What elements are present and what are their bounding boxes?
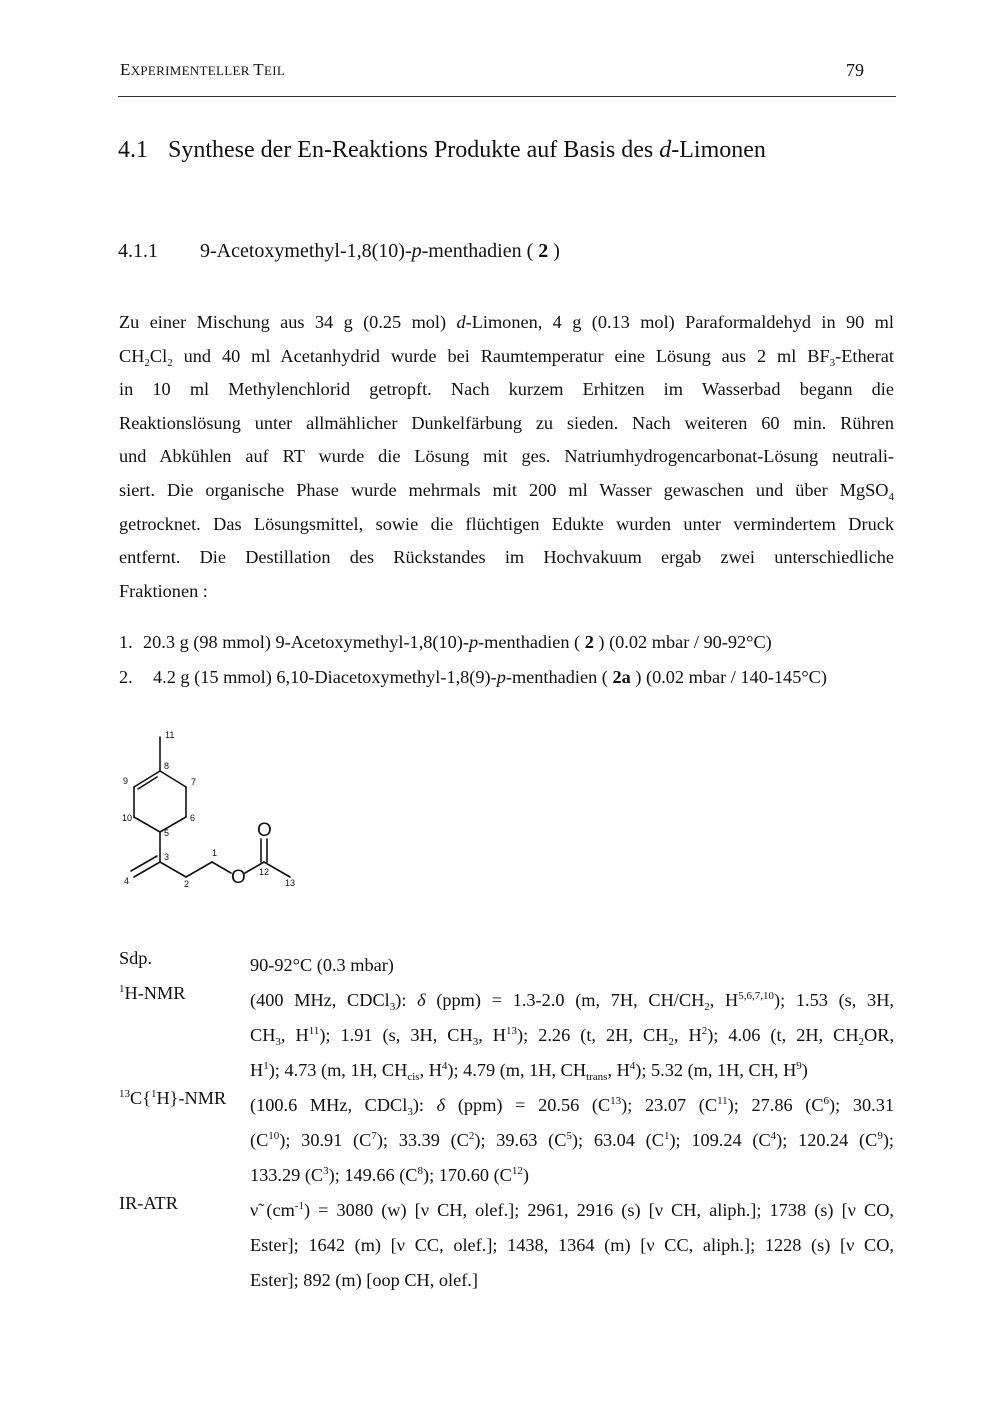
bp-value: 90-92°C (0.3 mbar): [250, 955, 394, 975]
paragraph-line: getrocknet. Das Lösungsmittel, sowie die flüchtigen Edukte wurden unter vermindertem Druck: [119, 513, 894, 534]
section-title: 4.1 Synthese der En-Reaktions Produkte auf Basis des d-Limonen: [118, 137, 766, 163]
analytical-data: [119, 948, 894, 1298]
atom-number: 13: [285, 878, 296, 888]
procedure-paragraph: [119, 306, 894, 608]
bond: [160, 862, 186, 877]
fraction-item: 2. 4.2 g (15 mmol) 6,10-Diacetoxymethyl-1,8(9)-p-menthadien ( 2a ) (0.02 mbar / 140-145°C): [119, 667, 827, 687]
section-number: 4.1: [118, 137, 148, 163]
c-nmr-row: [119, 1088, 894, 1193]
h-nmr-row: [119, 983, 894, 1088]
bond: [160, 771, 186, 787]
paragraph-line: $CH_2Cl_2$ und 40 ml Acetanhydrid wurde bei Raumtemperatur eine Lösung aus 2 ml $BF_3$-Etherat: [119, 345, 894, 369]
paragraph-line: in 10 ml Methylenchlorid getropft. Nach kurzem Erhitzen im Wasserbad begann die: [119, 379, 894, 400]
ir-line: ν̃ $(cm^{-1}) = 3080$ (w) [ν CH, olef.]; 2961, 2916 (s) [ν CH, aliph.]; 1738 (s) [ν CO,: [250, 1200, 894, 1220]
atom-number: 3: [164, 852, 170, 862]
ir-line: Ester]; 892 (m) [oop CH, olef.]: [250, 1270, 478, 1290]
c-nmr-label: $^{13}$C{$^1$H}-NMR: [119, 1088, 227, 1108]
atom-number: 1: [212, 848, 218, 858]
chemical-structure: [115, 725, 315, 900]
subsection-number: 4.1.1: [118, 240, 158, 262]
atom-number: 10: [122, 813, 133, 823]
h-nmr-line: (400 MHz, CDCl$_3$): δ (ppm) = 1.3-2.0 (m, 7H, $CH/CH_2$, H$^{5,6,7,10}$); 1.53 (s, 3H,: [250, 990, 894, 1013]
atom-label-oxygen: O: [257, 820, 272, 841]
bond: [212, 862, 231, 873]
paragraph-line: siert. Die organische Phase wurde mehrmals mit 200 ml Wasser gewaschen und über MgSO$_4$: [119, 479, 894, 503]
atom-number: 9: [123, 776, 129, 786]
atom-number: 12: [259, 867, 270, 877]
bond: [131, 856, 157, 871]
paragraph-line: und Abkühlen auf RT wurde die Lösung mit ges. Natriumhydrogencarbonat-Lösung neutrali-: [119, 446, 894, 467]
paragraph-line: Zu einer Mischung aus 34 g (0.25 mol) d-Limonen, 4 g (0.13 mol) Paraformaldehyd in 90 ml: [119, 312, 894, 332]
bond: [134, 862, 160, 877]
bond: [134, 771, 160, 787]
h-nmr-line: $H^1$); 4.73 (m, 1H, $CH_{cis}$, $H^4$); 4.79 (m, 1H, $CH_{trans}$, $H^4$); 5.32 (m, 1H, CH, $H^9$): [250, 1060, 808, 1083]
bp-label: Sdp.: [119, 948, 153, 968]
c-nmr-line: 133.29 $(C^3)$; 149.66 $(C^8)$; 170.60 $(C^{12})$: [250, 1165, 529, 1185]
atom-number: 2: [184, 879, 190, 889]
page-number: 79: [846, 60, 864, 80]
bond: [134, 817, 160, 832]
bond: [186, 862, 212, 877]
running-title: EXPERIMENTELLER TEIL: [120, 60, 286, 79]
atom-number: 11: [165, 730, 175, 740]
h-nmr-line: $CH_3$, $H^{11}$); 1.91 (s, 3H, $CH_3$, $H^{13}$); 2.26 (t, 2H, $CH_2$, $H^2$); 4.06 (t, 2H, $CH_2OR$,: [250, 1025, 895, 1048]
boiling-point-row: [119, 948, 894, 983]
h-nmr-label: $^1$H-NMR: [119, 983, 186, 1003]
paragraph-line: Fraktionen :: [119, 580, 208, 601]
fraction-item: 1. 20.3 g (98 mmol) 9-Acetoxymethyl-1,8(10)-p-menthadien ( 2 ) (0.02 mbar / 90-92°C): [119, 632, 772, 652]
paragraph-line: entfernt. Die Destillation des Rückstandes im Hochvakuum ergab zwei unterschiedliche: [119, 547, 894, 568]
c-nmr-line: $(C^{10})$; 30.91 $(C^7)$; 33.39 $(C^2)$; 39.63 $(C^5)$; 63.04 $(C^1)$; 109.24 $(C^4)$; 120.24 $(C^9)$;: [250, 1130, 895, 1150]
atom-number: 6: [190, 813, 196, 823]
ir-label: IR-ATR: [119, 1193, 178, 1213]
atom-number: 7: [191, 777, 197, 787]
c-nmr-line: (100.6 MHz, CDCl$_3$): δ (ppm) = 20.56 $(C^{13})$; 23.07 $(C^{11})$; 27.86 $(C^6)$; 30.31: [250, 1095, 894, 1118]
atom-label-oxygen: O: [231, 867, 246, 888]
ir-line: Ester]; 1642 (m) [ν CC, olef.]; 1438, 1364 (m) [ν CC, aliph.]; 1228 (s) [ν CO,: [250, 1235, 894, 1255]
subsection-title: 4.1.1 9-Acetoxymethyl-1,8(10)-p-menthadien ( 2 ): [118, 240, 560, 262]
atom-number: 5: [164, 828, 170, 838]
ir-row: [119, 1193, 894, 1298]
paragraph-line: Reaktionslösung unter allmählicher Dunkelfärbung zu sieden. Nach weiteren 60 min. Rühren: [119, 412, 894, 433]
atom-number: 4: [124, 876, 130, 886]
atom-number: 8: [164, 761, 170, 771]
header-rule: [118, 96, 896, 97]
